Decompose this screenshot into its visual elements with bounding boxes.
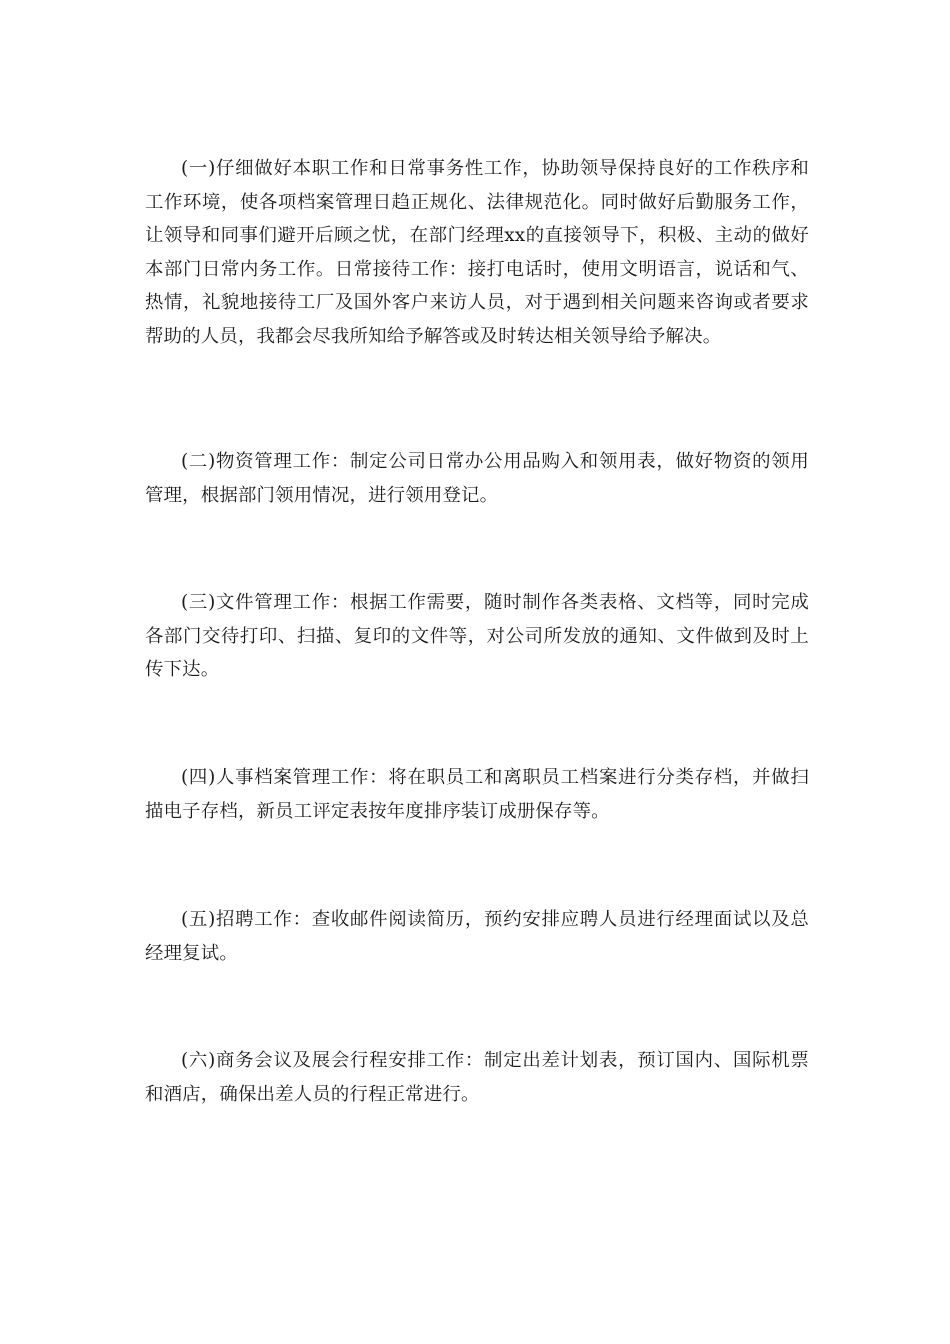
paragraph-daily-affairs: (一)仔细做好本职工作和日常事务性工作，协助领导保持良好的工作秩序和工作环境，使各项档案管理日趋正规化、法律规范化。同时做好后勤服务工作，让领导和同事们避开后顾之忧，在部门经理xx的直接领导下，积极、主动的做好本部门日常内务工作。日常接待工作：接打电话时，使用文明语言，说话和气、热情，礼貌地接待工厂及国外客户来访人员，对于遇到相关问题来咨询或者要求帮助的人员，我都会尽我所知给予解答或及时转达相关领导给予解决。	[145, 158, 809, 347]
paragraph-personnel-files: (四)人事档案管理工作：将在职员工和离职员工档案进行分类存档，并做扫描电子存档，新员工评定表按年度排序装订成册保存等。	[145, 767, 809, 822]
paragraph-materials-management: (二)物资管理工作：制定公司日常办公用品购入和领用表，做好物资的领用管理，根据部门领用情况，进行领用登记。	[145, 451, 809, 506]
paragraph-document-management: (三)文件管理工作：根据工作需要，随时制作各类表格、文档等，同时完成各部门交待打印、扫描、复印的文件等，对公司所发放的通知、文件做到及时上传下达。	[145, 592, 809, 680]
paragraph-business-travel: (六)商务会议及展会行程安排工作：制定出差计划表，预订国内、国际机票和酒店，确保出差人员的行程正常进行。	[145, 1050, 809, 1105]
paragraph-recruitment: (五)招聘工作：查收邮件阅读简历，预约安排应聘人员进行经理面试以及总经理复试。	[145, 909, 809, 964]
